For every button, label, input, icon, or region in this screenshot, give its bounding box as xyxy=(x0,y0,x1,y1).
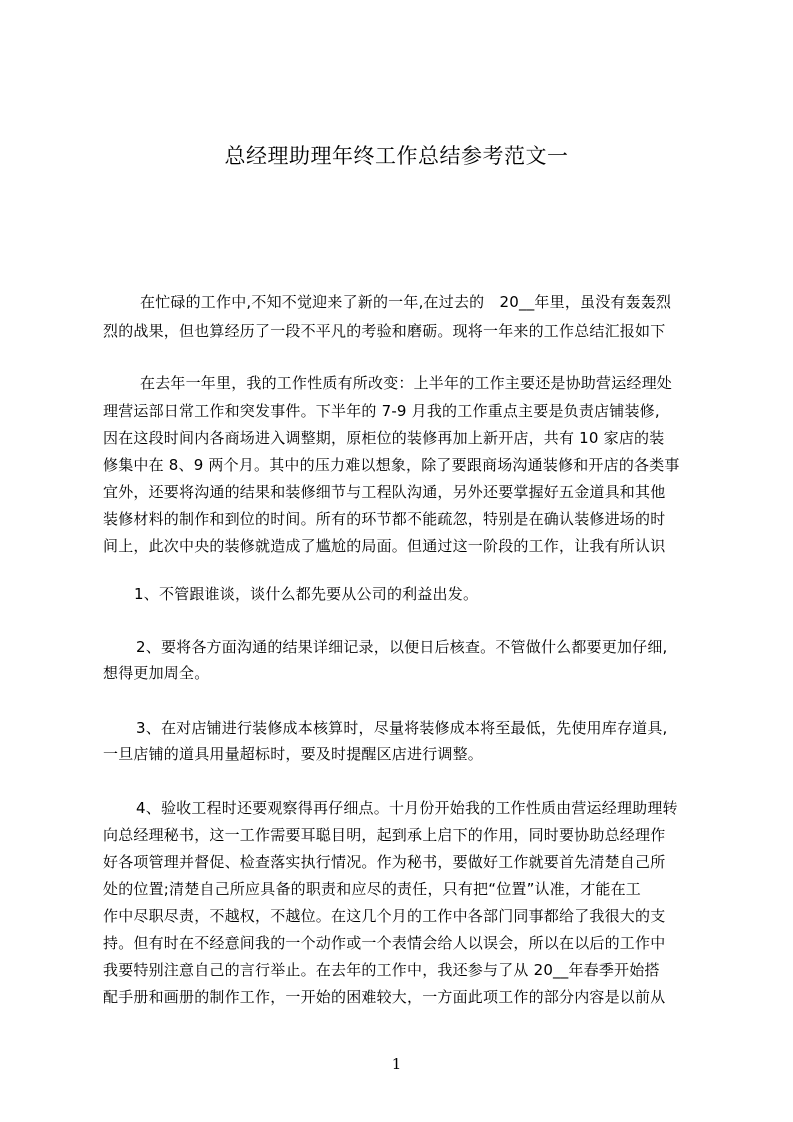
document-title: 总经理助理年终工作总结参考范文一 xyxy=(224,144,569,168)
paragraph-line: 宜外，还要将沟通的结果和装修细节与工程队沟通，另外还要掌握好五金道具和其他 xyxy=(103,483,666,501)
paragraph-line: 理营运部日常工作和突发事件。下半年的 7-9 月我的工作重点主要是负责店铺装修, xyxy=(103,402,660,420)
paragraph-line: 在忙碌的工作中,不知不觉迎来了新的一年,在过去的 20__年里，虽没有轰轰烈 xyxy=(140,293,672,311)
paragraph-line: 因在这段时间内各商场进入调整期，原柜位的装修再加上新开店，共有 10 家店的装 xyxy=(103,429,665,447)
paragraph-line: 间上，此次中央的装修就造成了尴尬的局面。但通过这一阶段的工作，让我有所认识 xyxy=(103,537,666,555)
paragraph-line: 作中尽职尽责，不越权，不越位。在这几个月的工作中各部门同事都给了我很大的支 xyxy=(103,907,666,925)
paragraph-line: 好各项管理并督促、检查落实执行情况。作为秘书，要做好工作就要首先清楚自己所 xyxy=(103,853,666,871)
list-item: 3、在对店铺进行装修成本核算时，尽量将装修成本将至最低，先使用库存道具, xyxy=(136,719,668,737)
paragraph-line: 我要特别注意自己的言行举止。在去年的工作中，我还参与了从 20__年春季开始搭 xyxy=(103,961,660,979)
paragraph-line: 向总经理秘书，这一工作需要耳聪目明，起到承上启下的作用，同时要协助总经理作 xyxy=(103,826,666,844)
list-item: 想得更加周全。 xyxy=(103,664,210,682)
paragraph-line: 装修材料的制作和到位的时间。所有的环节都不能疏忽，特别是在确认装修进场的时 xyxy=(103,510,666,528)
paragraph-line: 修集中在 8、9 两个月。其中的压力难以想象，除了要跟商场沟通装修和开店的各类事 xyxy=(103,456,680,474)
paragraph-line: 烈的战果，但也算经历了一段不平凡的考验和磨砺。现将一年来的工作总结汇报如下 xyxy=(103,322,666,340)
paragraph-line: 在去年一年里，我的工作性质有所改变：上半年的工作主要还是协助营运经理处 xyxy=(140,374,673,392)
list-item: 1、不管跟谁谈，谈什么都先要从公司的利益出发。 xyxy=(134,585,479,603)
paragraph-line: 配手册和画册的制作工作，一开始的困难较大，一方面此项工作的部分内容是以前从 xyxy=(103,988,666,1006)
list-item: 一旦店铺的道具用量超标时，要及时提醒区店进行调整。 xyxy=(103,745,484,763)
page-number: 1 xyxy=(391,1055,402,1073)
list-item: 2、要将各方面沟通的结果详细记录，以便日后核查。不管做什么都要更加仔细, xyxy=(136,638,668,656)
list-item: 4、验收工程时还要观察得再仔细点。十月份开始我的工作性质由营运经理助理转 xyxy=(136,799,678,817)
paragraph-line: 持。但有时在不经意间我的一个动作或一个表情会给人以误会，所以在以后的工作中 xyxy=(103,934,666,952)
paragraph-line: 处的位置;清楚自己所应具备的职责和应尽的责任，只有把“位置”认准，才能在工 xyxy=(103,880,641,898)
